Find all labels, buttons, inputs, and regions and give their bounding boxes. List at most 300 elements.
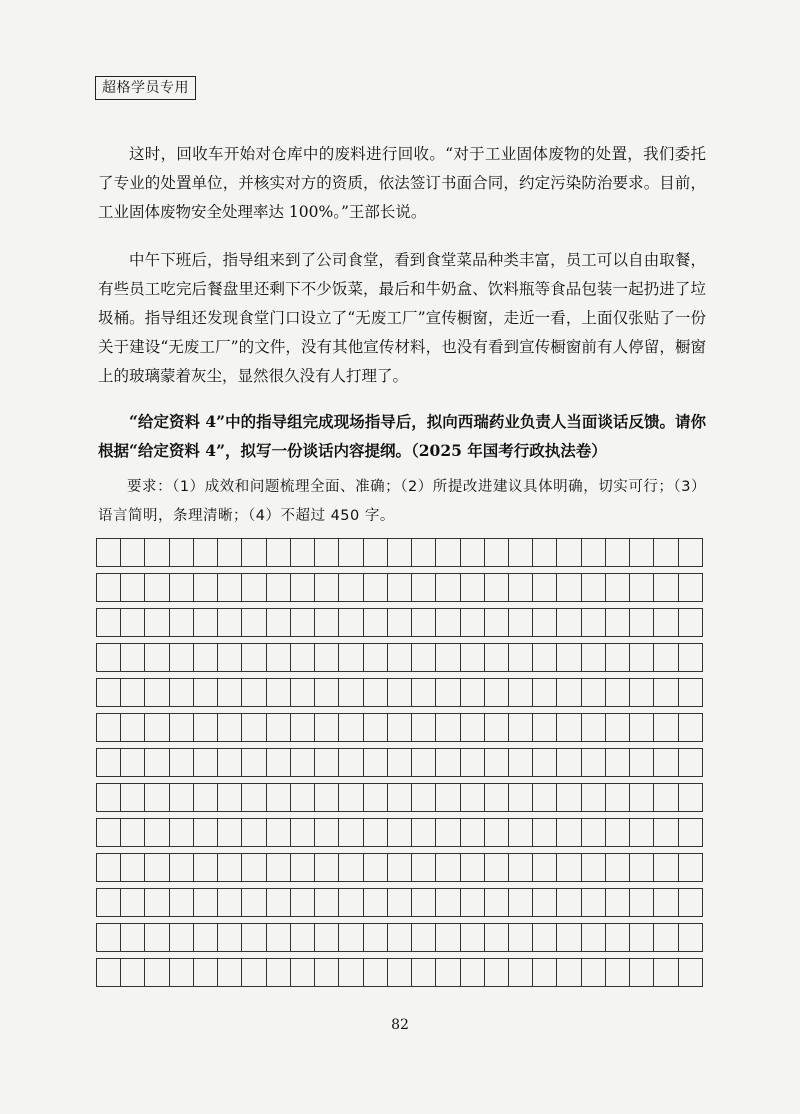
grid-cell — [606, 644, 630, 671]
grid-cell — [630, 714, 654, 741]
grid-cell — [582, 924, 606, 951]
grid-cell — [291, 609, 315, 636]
grid-cell — [291, 714, 315, 741]
grid-cell — [679, 714, 703, 741]
grid-cell — [267, 854, 291, 881]
grid-cell — [388, 539, 412, 566]
grid-cell — [679, 679, 703, 706]
grid-cell — [679, 609, 703, 636]
grid-cell — [412, 749, 436, 776]
grid-cell — [291, 679, 315, 706]
grid-cell — [315, 924, 339, 951]
grid-cell — [364, 574, 388, 601]
grid-cell — [218, 644, 242, 671]
grid-cell — [170, 679, 194, 706]
grid-cell — [315, 574, 339, 601]
grid-cell — [170, 959, 194, 986]
grid-cell — [242, 679, 266, 706]
grid-cell — [315, 644, 339, 671]
grid-cell — [218, 924, 242, 951]
grid-cell — [145, 609, 169, 636]
grid-cell — [194, 539, 218, 566]
grid-cell — [461, 889, 485, 916]
grid-cell — [630, 854, 654, 881]
grid-cell — [654, 714, 678, 741]
grid-cell — [145, 784, 169, 811]
grid-cell — [194, 784, 218, 811]
grid-cell — [509, 959, 533, 986]
grid-cell — [339, 749, 363, 776]
grid-cell — [582, 854, 606, 881]
grid-cell — [436, 609, 460, 636]
grid-cell — [557, 819, 581, 846]
grid-cell — [509, 854, 533, 881]
question-prompt — [98, 407, 706, 465]
grid-cell — [412, 679, 436, 706]
grid-cell — [509, 574, 533, 601]
grid-cell — [218, 574, 242, 601]
grid-cell — [533, 924, 557, 951]
grid-cell — [267, 924, 291, 951]
grid-cell — [145, 819, 169, 846]
grid-cell — [121, 959, 145, 986]
grid-cell — [412, 609, 436, 636]
grid-cell — [606, 539, 630, 566]
header-tag: 超格学员专用 — [95, 76, 196, 100]
grid-cell — [242, 539, 266, 566]
grid-cell — [630, 609, 654, 636]
grid-cell — [461, 574, 485, 601]
grid-cell — [218, 889, 242, 916]
grid-cell — [654, 644, 678, 671]
grid-cell — [461, 959, 485, 986]
grid-cell — [654, 679, 678, 706]
grid-cell — [194, 714, 218, 741]
grid-cell — [388, 609, 412, 636]
grid-cell — [121, 784, 145, 811]
grid-cell — [364, 854, 388, 881]
grid-cell — [509, 819, 533, 846]
grid-cell — [97, 749, 121, 776]
grid-cell — [606, 784, 630, 811]
grid-cell — [582, 644, 606, 671]
grid-cell — [606, 749, 630, 776]
grid-cell — [533, 609, 557, 636]
grid-cell — [606, 889, 630, 916]
grid-cell — [194, 679, 218, 706]
grid-cell — [315, 679, 339, 706]
grid-cell — [97, 959, 121, 986]
grid-cell — [461, 819, 485, 846]
grid-cell — [291, 959, 315, 986]
grid-cell — [412, 644, 436, 671]
grid-cell — [267, 959, 291, 986]
grid-cell — [121, 574, 145, 601]
grid-cell — [364, 784, 388, 811]
grid-cell — [582, 609, 606, 636]
grid-cell — [242, 574, 266, 601]
grid-cell — [606, 854, 630, 881]
grid-cell — [654, 819, 678, 846]
grid-cell — [654, 889, 678, 916]
grid-cell — [121, 714, 145, 741]
grid-cell — [436, 819, 460, 846]
grid-row — [96, 643, 703, 672]
grid-cell — [582, 819, 606, 846]
grid-cell — [218, 609, 242, 636]
grid-cell — [509, 784, 533, 811]
grid-cell — [436, 714, 460, 741]
grid-cell — [218, 959, 242, 986]
grid-cell — [170, 889, 194, 916]
grid-cell — [339, 609, 363, 636]
grid-cell — [509, 679, 533, 706]
grid-cell — [654, 784, 678, 811]
grid-cell — [436, 749, 460, 776]
grid-cell — [509, 924, 533, 951]
grid-cell — [388, 714, 412, 741]
grid-cell — [557, 679, 581, 706]
grid-cell — [557, 959, 581, 986]
grid-cell — [582, 574, 606, 601]
grid-cell — [315, 784, 339, 811]
grid-cell — [461, 539, 485, 566]
grid-cell — [339, 644, 363, 671]
grid-cell — [291, 644, 315, 671]
grid-cell — [412, 784, 436, 811]
grid-cell — [315, 714, 339, 741]
grid-row — [96, 748, 703, 777]
grid-row — [96, 923, 703, 952]
grid-cell — [630, 644, 654, 671]
grid-cell — [291, 539, 315, 566]
grid-cell — [679, 574, 703, 601]
grid-cell — [194, 644, 218, 671]
grid-cell — [194, 959, 218, 986]
grid-cell — [461, 714, 485, 741]
paragraph-2 — [98, 246, 706, 391]
grid-cell — [582, 959, 606, 986]
grid-cell — [582, 749, 606, 776]
grid-cell — [412, 854, 436, 881]
grid-cell — [630, 574, 654, 601]
grid-cell — [267, 889, 291, 916]
grid-cell — [145, 854, 169, 881]
grid-cell — [557, 644, 581, 671]
grid-cell — [630, 749, 654, 776]
grid-cell — [388, 679, 412, 706]
grid-cell — [679, 959, 703, 986]
grid-cell — [436, 644, 460, 671]
grid-cell — [121, 679, 145, 706]
grid-cell — [485, 714, 509, 741]
grid-cell — [485, 784, 509, 811]
grid-cell — [291, 819, 315, 846]
grid-cell — [509, 714, 533, 741]
grid-cell — [509, 749, 533, 776]
grid-cell — [630, 959, 654, 986]
grid-cell — [218, 714, 242, 741]
grid-cell — [170, 749, 194, 776]
grid-cell — [170, 854, 194, 881]
grid-cell — [364, 679, 388, 706]
grid-cell — [557, 609, 581, 636]
grid-cell — [630, 784, 654, 811]
grid-cell — [291, 924, 315, 951]
grid-cell — [461, 924, 485, 951]
grid-cell — [121, 924, 145, 951]
grid-cell — [267, 574, 291, 601]
grid-cell — [97, 644, 121, 671]
grid-cell — [364, 644, 388, 671]
grid-cell — [194, 749, 218, 776]
grid-cell — [679, 749, 703, 776]
grid-cell — [267, 819, 291, 846]
grid-cell — [630, 924, 654, 951]
grid-cell — [242, 784, 266, 811]
grid-cell — [170, 574, 194, 601]
grid-cell — [315, 854, 339, 881]
grid-cell — [97, 679, 121, 706]
requirements-text: 要求：（1）成效和问题梳理全面、准确；（2）所提改进建议具体明确，切实可行；（3）语言简明，条理清晰；（4）不超过 450 字。 — [98, 479, 706, 524]
grid-row — [96, 853, 703, 882]
grid-cell — [364, 924, 388, 951]
grid-cell — [436, 679, 460, 706]
grid-cell — [339, 889, 363, 916]
grid-cell — [606, 819, 630, 846]
grid-row — [96, 888, 703, 917]
grid-cell — [267, 784, 291, 811]
grid-row — [96, 573, 703, 602]
grid-cell — [630, 819, 654, 846]
grid-cell — [315, 609, 339, 636]
grid-cell — [145, 679, 169, 706]
grid-cell — [654, 749, 678, 776]
grid-cell — [606, 679, 630, 706]
grid-cell — [582, 889, 606, 916]
grid-cell — [121, 609, 145, 636]
grid-cell — [533, 679, 557, 706]
grid-cell — [412, 574, 436, 601]
grid-cell — [557, 924, 581, 951]
grid-cell — [291, 854, 315, 881]
grid-cell — [97, 539, 121, 566]
grid-cell — [509, 644, 533, 671]
grid-cell — [679, 854, 703, 881]
grid-cell — [339, 679, 363, 706]
grid-cell — [533, 959, 557, 986]
grid-cell — [533, 644, 557, 671]
grid-cell — [509, 539, 533, 566]
grid-cell — [485, 819, 509, 846]
grid-cell — [388, 959, 412, 986]
grid-cell — [242, 959, 266, 986]
grid-cell — [291, 749, 315, 776]
grid-cell — [170, 714, 194, 741]
grid-cell — [194, 924, 218, 951]
grid-cell — [97, 924, 121, 951]
grid-cell — [461, 854, 485, 881]
grid-cell — [388, 854, 412, 881]
grid-cell — [606, 959, 630, 986]
grid-cell — [242, 644, 266, 671]
grid-cell — [654, 539, 678, 566]
grid-cell — [145, 574, 169, 601]
grid-cell — [97, 889, 121, 916]
grid-cell — [339, 819, 363, 846]
grid-cell — [267, 609, 291, 636]
grid-cell — [557, 889, 581, 916]
grid-cell — [242, 854, 266, 881]
grid-cell — [170, 609, 194, 636]
grid-cell — [654, 609, 678, 636]
grid-cell — [679, 819, 703, 846]
grid-cell — [630, 539, 654, 566]
grid-cell — [557, 749, 581, 776]
grid-cell — [315, 749, 339, 776]
grid-cell — [533, 889, 557, 916]
grid-cell — [242, 889, 266, 916]
grid-cell — [533, 749, 557, 776]
grid-cell — [388, 889, 412, 916]
grid-cell — [388, 819, 412, 846]
grid-row — [96, 713, 703, 742]
grid-cell — [267, 679, 291, 706]
grid-cell — [388, 924, 412, 951]
grid-cell — [145, 714, 169, 741]
grid-cell — [533, 714, 557, 741]
grid-cell — [145, 889, 169, 916]
grid-row — [96, 818, 703, 847]
grid-cell — [533, 539, 557, 566]
grid-cell — [606, 714, 630, 741]
grid-cell — [242, 749, 266, 776]
grid-cell — [315, 539, 339, 566]
grid-cell — [582, 784, 606, 811]
grid-cell — [242, 819, 266, 846]
grid-cell — [339, 714, 363, 741]
grid-cell — [121, 819, 145, 846]
grid-cell — [485, 644, 509, 671]
grid-cell — [654, 854, 678, 881]
grid-cell — [121, 749, 145, 776]
grid-cell — [291, 784, 315, 811]
grid-row — [96, 538, 703, 567]
grid-cell — [436, 784, 460, 811]
grid-cell — [170, 539, 194, 566]
grid-cell — [436, 539, 460, 566]
grid-cell — [315, 819, 339, 846]
grid-cell — [436, 854, 460, 881]
grid-cell — [388, 644, 412, 671]
grid-cell — [412, 819, 436, 846]
grid-cell — [557, 539, 581, 566]
grid-cell — [606, 574, 630, 601]
grid-cell — [194, 889, 218, 916]
grid-cell — [461, 609, 485, 636]
grid-cell — [485, 749, 509, 776]
grid-cell — [412, 924, 436, 951]
grid-cell — [606, 609, 630, 636]
grid-cell — [97, 784, 121, 811]
paragraph-1 — [98, 140, 706, 227]
grid-cell — [364, 609, 388, 636]
grid-cell — [339, 854, 363, 881]
grid-cell — [485, 574, 509, 601]
paragraph-text: 中午下班后，指导组来到了公司食堂，看到食堂菜品种类丰富，员工可以自由取餐，有些员工吃完后餐盘里还剩下不少饭菜，最后和牛奶盒、饮料瓶等食品包装一起扔进了垃圾桶。指导组还发现食堂门口设立了“无废工厂”宣传橱窗，走近一看，上面仅张贴了一份关于建设“无废工厂”的文件，没有其他宣传材料，也没有看到宣传橱窗前有人停留，橱窗上的玻璃蒙着灰尘，显然很久没有人打理了。 — [98, 251, 706, 385]
grid-cell — [339, 784, 363, 811]
grid-cell — [339, 574, 363, 601]
grid-cell — [630, 889, 654, 916]
grid-cell — [364, 959, 388, 986]
grid-cell — [533, 854, 557, 881]
grid-cell — [509, 889, 533, 916]
grid-cell — [364, 714, 388, 741]
grid-cell — [485, 609, 509, 636]
grid-cell — [145, 539, 169, 566]
grid-cell — [533, 819, 557, 846]
grid-cell — [654, 924, 678, 951]
grid-cell — [339, 924, 363, 951]
grid-cell — [679, 784, 703, 811]
grid-cell — [145, 749, 169, 776]
grid-cell — [291, 889, 315, 916]
grid-cell — [194, 854, 218, 881]
grid-cell — [485, 959, 509, 986]
grid-cell — [461, 749, 485, 776]
grid-cell — [242, 924, 266, 951]
grid-cell — [557, 574, 581, 601]
grid-cell — [267, 714, 291, 741]
grid-cell — [218, 854, 242, 881]
grid-cell — [606, 924, 630, 951]
grid-cell — [315, 889, 339, 916]
grid-cell — [679, 539, 703, 566]
grid-cell — [412, 714, 436, 741]
grid-cell — [436, 959, 460, 986]
grid-cell — [267, 749, 291, 776]
grid-cell — [436, 924, 460, 951]
grid-cell — [412, 959, 436, 986]
grid-cell — [557, 784, 581, 811]
requirements — [98, 473, 706, 531]
grid-cell — [582, 679, 606, 706]
grid-cell — [218, 749, 242, 776]
grid-cell — [364, 539, 388, 566]
grid-cell — [121, 539, 145, 566]
grid-cell — [145, 959, 169, 986]
grid-cell — [654, 959, 678, 986]
grid-cell — [654, 574, 678, 601]
grid-cell — [461, 784, 485, 811]
grid-cell — [218, 679, 242, 706]
grid-cell — [679, 644, 703, 671]
grid-cell — [412, 889, 436, 916]
grid-cell — [533, 574, 557, 601]
grid-cell — [291, 574, 315, 601]
grid-cell — [339, 959, 363, 986]
grid-cell — [97, 714, 121, 741]
grid-cell — [121, 889, 145, 916]
page-number: 82 — [391, 1017, 409, 1033]
grid-row — [96, 678, 703, 707]
grid-cell — [267, 539, 291, 566]
grid-row — [96, 958, 703, 987]
grid-cell — [242, 609, 266, 636]
question-text: “给定资料 4”中的指导组完成现场指导后，拟向西瑞药业负责人当面谈话反馈。请你根据“给定资料 4”，拟写一份谈话内容提纲。（2025 年国考行政执法卷） — [98, 412, 706, 460]
grid-cell — [145, 644, 169, 671]
grid-cell — [485, 924, 509, 951]
